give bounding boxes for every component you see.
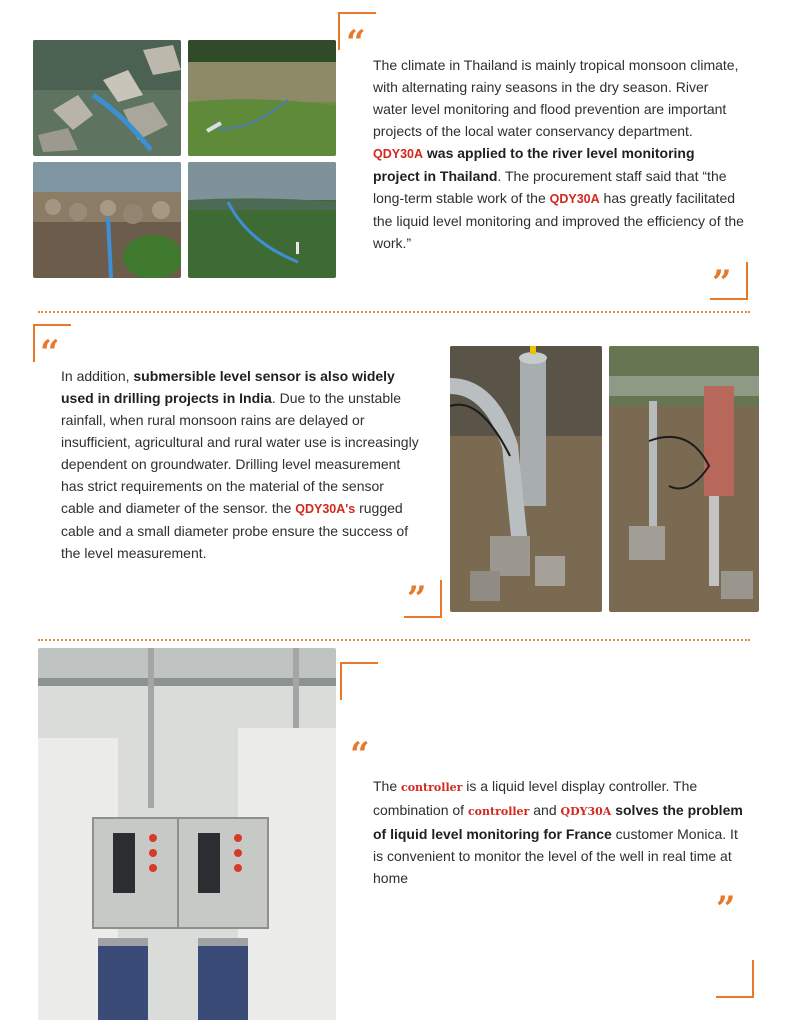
thailand-paragraph <box>373 54 745 254</box>
open-quote-icon: “ <box>350 735 370 775</box>
france-text-and: and <box>529 802 561 818</box>
thailand-section <box>0 0 800 312</box>
india-text-intro: In addition, <box>61 368 134 384</box>
thailand-text-intro: The climate in Thailand is mainly tropical monsoon climate, with alternating rainy seasons in the dry season. River water level monitoring and flood prevention are important projects of the local water conservancy department. <box>373 57 739 139</box>
bottom-right-bracket <box>710 262 748 303</box>
open-quote-icon: “ <box>346 23 366 63</box>
controller-cabinet-photo <box>38 648 336 1020</box>
borewell-pump-photo <box>609 346 759 612</box>
top-left-bracket <box>340 662 378 700</box>
thailand-text-end: has greatly facilitated the liquid level monitoring and improved the efficiency of the work.” <box>373 190 744 251</box>
france-section <box>0 642 800 1020</box>
lake-hose-photo <box>188 162 336 278</box>
india-bold-text: submersible level sensor is also widely used in drilling projects in India <box>61 368 395 406</box>
brand-qdy30a: QDY30A <box>549 192 600 206</box>
river-bank-photo <box>188 40 336 156</box>
india-text-body: . Due to the unstable rainfall, when rural monsoon rains are delayed or insufficient, agricultural and rural water use is increasingly dependent on groundwater. Drilling level measurement has strict requirements on the material of the sensor cable and diameter of the sensor. the <box>61 390 419 516</box>
river-rocks-photo <box>33 40 181 156</box>
france-text-body: is a liquid level display controller. The combination of <box>373 778 698 818</box>
open-quote-icon: “ <box>40 333 60 373</box>
thailand-text-quote: . The procurement staff said that “the long-term stable work of the <box>373 168 727 206</box>
brand-controller: controller <box>467 805 530 818</box>
brand-controller: controller <box>401 781 463 794</box>
close-quote-icon: ” <box>712 263 732 303</box>
india-paragraph <box>61 365 421 564</box>
brand-qdy30a: QDY30A <box>560 805 612 818</box>
france-paragraph <box>373 775 748 889</box>
india-text-end: rugged cable and a small diameter probe ensure the success of the level measurement. <box>61 500 409 561</box>
riverside-stones-photo <box>33 162 181 278</box>
close-quote-icon: ” <box>407 579 427 619</box>
france-text-end: customer Monica. It is convenient to monitor the level of the well in real time at home <box>373 826 738 886</box>
france-text-intro: The <box>373 778 402 794</box>
close-quote-icon: ” <box>716 889 736 929</box>
thailand-bold-text: was applied to the river level monitoring project in Thailand <box>373 145 695 184</box>
section-divider <box>38 639 750 641</box>
india-section <box>0 314 800 640</box>
france-bold-text: solves the problem of liquid level monitoring for France <box>373 802 743 842</box>
drilling-pipe-photo <box>450 346 602 612</box>
brand-qdy30a: QDY30A <box>373 147 424 161</box>
bottom-right-bracket <box>716 960 754 998</box>
brand-qdy30a: QDY30A's <box>295 502 356 516</box>
section-divider <box>38 311 750 313</box>
